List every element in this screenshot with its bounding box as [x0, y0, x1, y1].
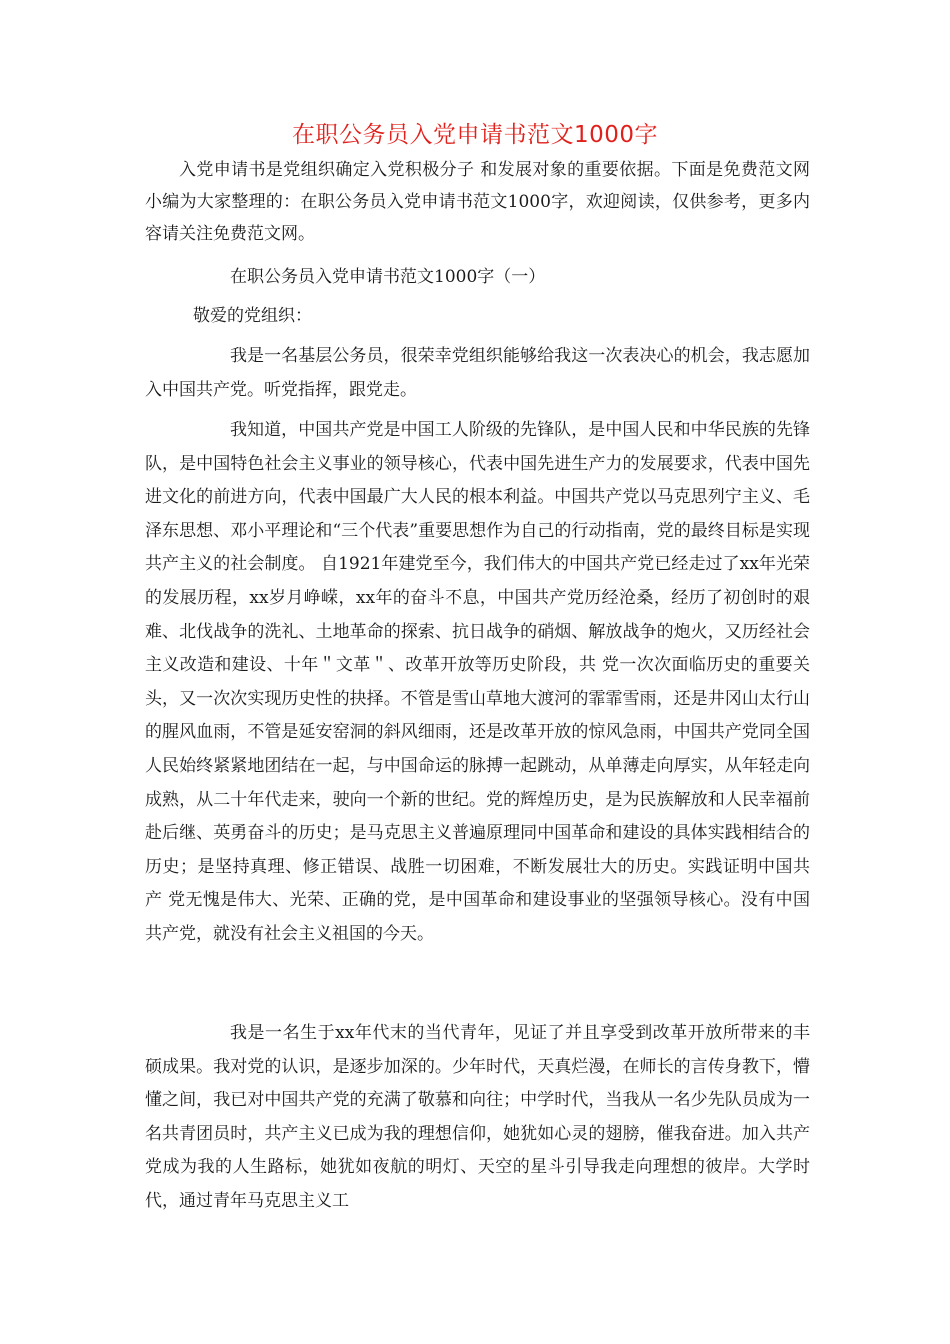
greeting-line: 敬爱的党组织： — [193, 306, 312, 326]
body-paragraph: 我知道，中国共产党是中国工人阶级的先锋队，是中国人民和中华民族的先锋队，是中国特色社会主义事业的领导核心，代表中国先进生产力的发展要求，代表中国先进文化的前进方向，代表中国最广大人民的根本利益。中国共产党以马克思列宁主义、毛泽东思想、邓小平理论和“三个代表”重要思想作为自己的行动指南，党的最终目标是实现共产主义的社会制度。 自1921年建党至今，我们伟大的中国共产党已经走过了xx年光荣的发展历程，xx岁月峥嵘，xx年的奋斗不息，中国共产党历经沧桑，经历了初创时的艰难、北伐战争的洗礼、土地革命的探索、抗日战争的硝烟、解放战争的炮火，又历经社会主义改造和建设、十年＂文革＂、改革开放等历史阶段，共 党一次次面临历史的重要关头，又一次次实现历史性的抉择。不管是雪山草地大渡河的霏霏雪雨，还是井冈山太行山的腥风血雨，不管是延安窑洞的斜风细雨，还是改革开放的惊风急雨，中国共产党同全国人民始终紧紧地团结在一起，与中国命运的脉搏一起跳动，从单薄走向厚实，从年轻走向成熟，从二十年代走来，驶向一个新的世纪。党的辉煌历史，是为民族解放和人民幸福前赴后继、英勇奋斗的历史；是马克思主义普遍原理同中国革命和建设的具体实践相结合的历史；是坚持真理、修正错误、战胜一切困难，不断发展壮大的历史。实践证明中国共 产 党无愧是伟大、光荣、正确的党，是中国革命和建设事业的坚强领导核心。没有中国共产党，就没有社会主义祖国的今天。 — [145, 420, 810, 944]
body-paragraph: 我是一名生于xx年代末的当代青年，见证了并且享受到改革开放所带来的丰硕成果。我对党的认识，是逐步加深的。少年时代，天真烂漫，在师长的言传身教下，懵懂之间，我已对中国共产党的充满了敬慕和向往；中学时代，当我从一名少先队员成为一名共青团员时，共产主义已成为我的理想信仰，她犹如心灵的翅膀，催我奋进。加入共产党成为我的人生路标，她犹如夜航的明灯、天空的星斗引导我走向理想的彼岸。大学时代，通过青年马克思主义工 — [145, 1023, 810, 1211]
section-subtitle: 在职公务员入党申请书范文1000字（一） — [230, 267, 546, 287]
intro-paragraph: 入党申请书是党组织确定入党积极分子 和发展对象的重要依据。下面是免费范文网小编为大家整理的：在职公务员入党申请书范文1000字，欢迎阅读，仅供参考，更多内容请关注免费范文网。 — [145, 160, 810, 244]
document-title: 在职公务员入党申请书范文1000字 — [291, 122, 659, 148]
body-paragraph: 我是一名基层公务员，很荣幸党组织能够给我这一次表决心的机会，我志愿加入中国共产党。听党指挥，跟党走。 — [145, 346, 810, 400]
